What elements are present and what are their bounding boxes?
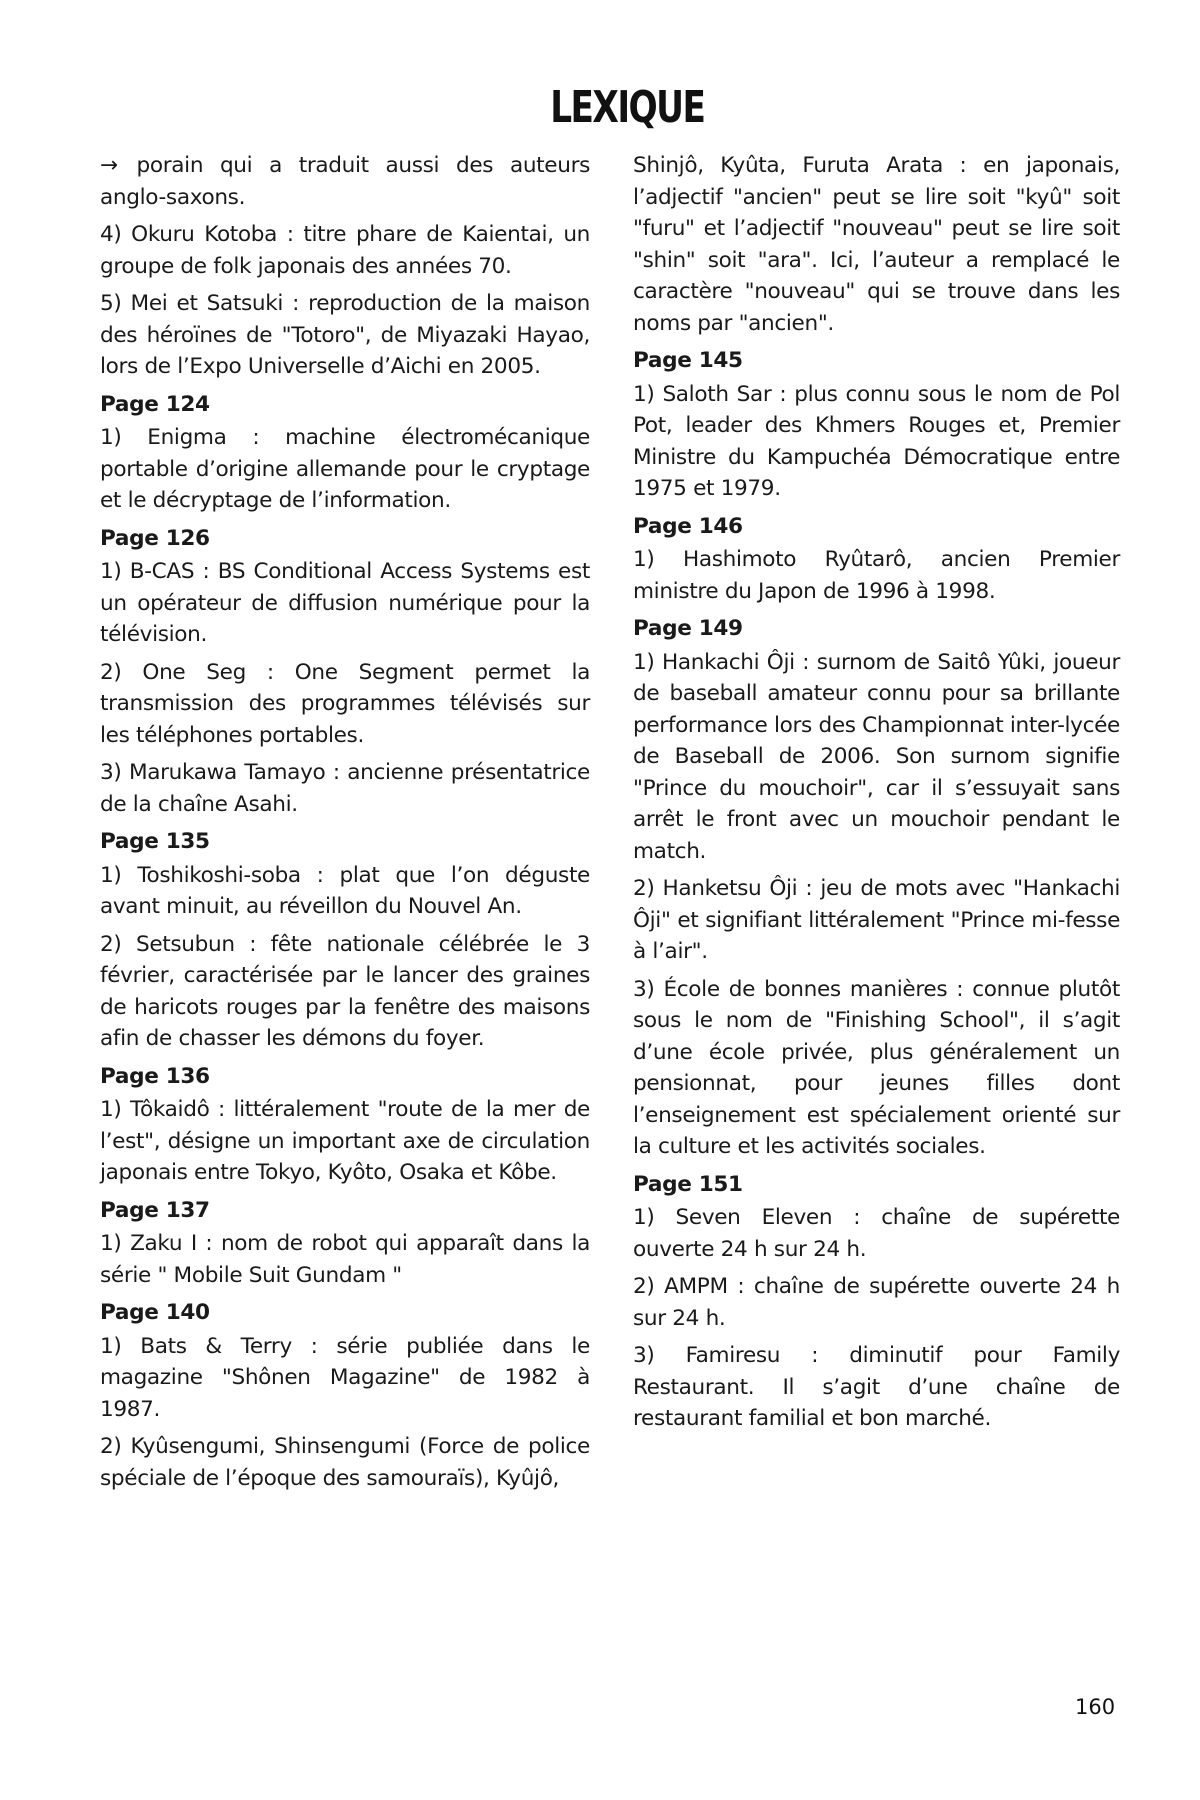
glossary-entry	[100, 860, 590, 923]
glossary-entry	[633, 974, 1120, 1163]
glossary-entry-text: 2) Kyûsengumi, Shinsengumi (Force de police spéciale de l’époque des samouraïs), Kyûjô,	[100, 1434, 590, 1491]
page-number: 160	[1075, 1695, 1116, 1719]
glossary-entry	[100, 929, 590, 1055]
glossary-entry-text: 1) Zaku I : nom de robot qui apparaît dans la série " Mobile Suit Gundam "	[100, 1231, 590, 1288]
glossary-entry	[633, 1340, 1120, 1435]
glossary-entry-text: 1) Bats & Terry : série publiée dans le magazine "Shônen Magazine" de 1982 à 1987.	[100, 1333, 590, 1422]
glossary-entry	[100, 1331, 590, 1426]
continuation-arrow-icon: →	[100, 153, 118, 178]
section-heading: Page 136	[100, 1063, 210, 1089]
glossary-entry	[633, 1202, 1120, 1265]
section-heading: Page 151	[633, 1171, 743, 1197]
glossary-entry	[100, 657, 590, 752]
glossary-entry-text: 2) One Seg : One Segment permet la transmission des programmes télévisés sur les téléphones portables.	[100, 659, 590, 748]
glossary-entry	[633, 1271, 1120, 1334]
glossary-entry-text: 1) Hashimoto Ryûtarô, ancien Premier ministre du Japon de 1996 à 1998.	[633, 547, 1120, 604]
glossary-entry	[100, 288, 590, 383]
glossary-entry	[633, 379, 1120, 505]
glossary-entry-text: 1) Tôkaidô : littéralement "route de la mer de l’est", désigne un important axe de circulation japonais entre Tokyo, Kyôto, Osaka et Kôbe.	[100, 1097, 590, 1185]
glossary-entry-text: 3) Famiresu : diminutif pour Family Restaurant. Il s’agit d’une chaîne de restaurant familial et bon marché.	[633, 1343, 1120, 1431]
right-column	[633, 150, 1120, 1441]
section-heading: Page 124	[100, 391, 210, 417]
glossary-entry	[633, 544, 1120, 607]
glossary-entry-text: Shinjô, Kyûta, Furuta Arata : en japonais, l’adjectif "ancien" peut se lire soit "kyû" soit "furu" et l’adjectif "nouveau" peut se lire soit "shin" soit "ara". Ici, l’auteur a remplacé le caractère "nouveau" qui se trouve dans les noms par "ancien".	[633, 153, 1120, 336]
glossary-entry	[100, 1094, 590, 1189]
glossary-entry	[100, 219, 590, 282]
glossary-entry-text: 1) Toshikoshi-soba : plat que l’on déguste avant minuit, au réveillon du Nouvel An.	[100, 862, 590, 919]
glossary-entry-text: 3) Marukawa Tamayo : ancienne présentatrice de la chaîne Asahi.	[100, 760, 590, 817]
page-title: LEXIQUE	[550, 82, 705, 133]
glossary-entry-text: 5) Mei et Satsuki : reproduction de la maison des héroïnes de "Totoro", de Miyazaki Hayao, lors de l’Expo Universelle d’Aichi en 2005.	[100, 291, 590, 379]
glossary-entry-text: 1) B-CAS : BS Conditional Access Systems est un opérateur de diffusion numérique pour la télévision.	[100, 559, 590, 647]
section-heading: Page 126	[100, 525, 210, 551]
glossary-entry	[633, 647, 1120, 868]
glossary-entry-text: 4) Okuru Kotoba : titre phare de Kaientai, un groupe de folk japonais des années 70.	[100, 222, 590, 279]
glossary-entry-text: 2) Hanketsu Ôji : jeu de mots avec "Hankachi Ôji" et signifiant littéralement "Prince mi-fesse à l’air".	[633, 876, 1120, 964]
glossary-entry-text: 1) Saloth Sar : plus connu sous le nom de Pol Pot, leader des Khmers Rouges et, Premier Ministre du Kampuchéa Démocratique entre 1975 et 1979.	[633, 381, 1120, 501]
section-heading: Page 137	[100, 1197, 210, 1223]
glossary-entry-text: porain qui a traduit aussi des auteurs anglo-saxons.	[100, 153, 590, 210]
glossary-entry-text: 3) École de bonnes manières : connue plutôt sous le nom de "Finishing School", il s’agit d’une école privée, plus généralement un pensionnat, pour jeunes filles dont l’enseignement est spécialement orienté sur la culture et les activités sociales.	[633, 976, 1120, 1159]
glossary-entry	[100, 556, 590, 651]
section-heading: Page 146	[633, 513, 743, 539]
section-heading: Page 149	[633, 616, 743, 641]
section-heading: Page 140	[100, 1300, 210, 1325]
glossary-entry-text: 2) AMPM : chaîne de supérette ouverte 24 h sur 24 h.	[633, 1274, 1120, 1331]
glossary-entry-text: 1) Enigma : machine électromécanique portable d’origine allemande pour le cryptage et le décryptage de l’information.	[100, 425, 590, 513]
left-column	[100, 150, 590, 1500]
glossary-entry	[100, 1228, 590, 1291]
glossary-entry	[633, 873, 1120, 968]
glossary-entry	[100, 422, 590, 517]
glossary-entry	[100, 150, 590, 213]
glossary-entry	[100, 757, 590, 820]
section-heading: Page 145	[633, 348, 743, 373]
glossary-entry-text: 1) Hankachi Ôji : surnom de Saitô Yûki, joueur de baseball amateur connu pour sa brillante performance lors des Championnat inter-lycée de Baseball de 2006. Son surnom signifie "Prince du mouchoir", car il s’essuyait sans arrêt le front avec un mouchoir pendant le match.	[633, 649, 1120, 864]
glossary-entry-text: 1) Seven Eleven : chaîne de supérette ouverte 24 h sur 24 h.	[633, 1205, 1120, 1262]
section-heading: Page 135	[100, 829, 210, 854]
glossary-entry	[100, 1431, 590, 1494]
glossary-entry-text: 2) Setsubun : fête nationale célébrée le 3 février, caractérisée par le lancer des graines de haricots rouges par la fenêtre des maisons afin de chasser les démons du foyer.	[100, 931, 590, 1051]
glossary-entry	[633, 150, 1120, 339]
